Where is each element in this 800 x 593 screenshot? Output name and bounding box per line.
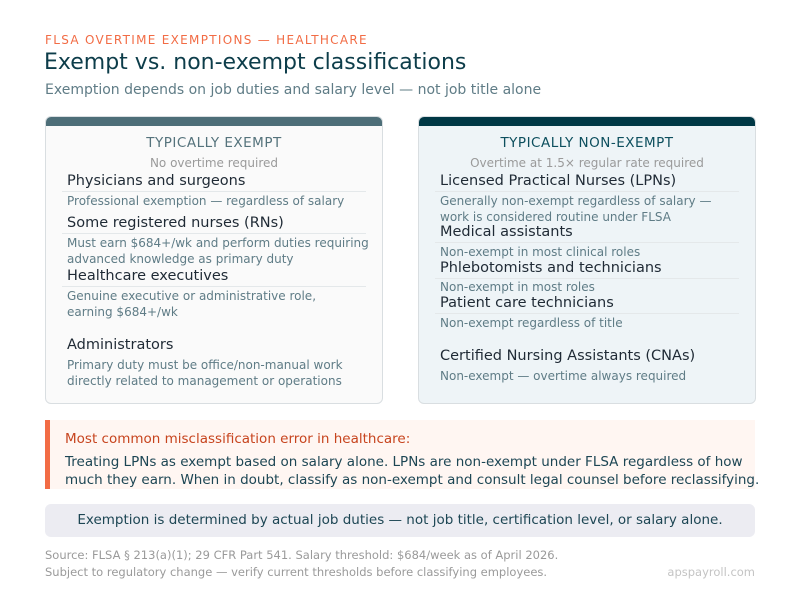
card-header-bar — [46, 117, 382, 126]
item-name: Licensed Practical Nurses (LPNs) — [440, 173, 677, 189]
source-note: Source: FLSA § 213(a)(1); 29 CFR Part 541. Salary threshold: $684/week as of April 2026. — [45, 548, 559, 562]
nonexempt-card — [418, 116, 756, 404]
item-divider — [62, 233, 366, 234]
item-divider — [62, 286, 366, 287]
item-desc: Must earn $684+/wk and perform duties requiring advanced knowledge as primary duty — [67, 236, 369, 266]
brand-link[interactable]: apspayroll.com — [667, 565, 755, 579]
page-title: Exempt vs. non-exempt classifications — [44, 50, 467, 75]
item-name: Physicians and surgeons — [67, 173, 246, 189]
card-header-bar — [419, 117, 755, 126]
item-divider — [435, 313, 739, 314]
callout-body: Treating LPNs as exempt based on salary alone. LPNs are non-exempt under FLSA regardless of how much they earn. When in doubt, classify as non-exempt and consult legal counsel before reclassifying. — [65, 454, 760, 488]
page-subtitle: Exemption depends on job duties and salary level — not job title alone — [45, 82, 542, 98]
card-subtitle: Overtime at 1.5× regular rate required — [470, 156, 704, 170]
item-name: Certified Nursing Assistants (CNAs) — [440, 348, 696, 364]
item-name: Healthcare executives — [67, 268, 229, 284]
item-name: Patient care technicians — [440, 295, 614, 311]
item-desc: Non-exempt in most roles — [440, 280, 595, 294]
card-title: TYPICALLY EXEMPT — [146, 135, 282, 151]
summary-banner: Exemption is determined by actual job duties — not job title, certification level, or salary alone. — [45, 504, 755, 537]
item-divider — [435, 191, 739, 192]
item-name: Administrators — [67, 337, 174, 353]
item-name: Medical assistants — [440, 224, 573, 240]
card-title: TYPICALLY NON-EXEMPT — [500, 135, 674, 151]
item-desc: Professional exemption — regardless of salary — [67, 194, 345, 208]
exempt-card — [45, 116, 383, 404]
item-divider — [435, 278, 739, 279]
item-desc: Generally non-exempt regardless of salary — work is considered routine under FLSA — [440, 194, 712, 224]
item-name: Phlebotomists and technicians — [440, 260, 662, 276]
item-divider — [62, 191, 366, 192]
warning-callout — [45, 420, 760, 489]
kicker-label: FLSA OVERTIME EXEMPTIONS — HEALTHCARE — [45, 33, 368, 47]
item-name: Some registered nurses (RNs) — [67, 215, 284, 231]
item-desc: Non-exempt in most clinical roles — [440, 245, 641, 259]
disclaimer-note: Subject to regulatory change — verify current thresholds before classifying employees. — [45, 565, 548, 579]
callout-title: Most common misclassification error in healthcare: — [65, 431, 411, 447]
item-desc: Primary duty must be office/non-manual work directly related to management or operations — [67, 358, 343, 388]
card-subtitle: No overtime required — [149, 156, 279, 170]
item-desc: Non-exempt — overtime always required — [440, 369, 687, 383]
item-desc: Non-exempt regardless of title — [440, 316, 623, 330]
item-divider — [435, 242, 739, 243]
item-desc: Genuine executive or administrative role, earning $684+/wk — [67, 289, 317, 319]
